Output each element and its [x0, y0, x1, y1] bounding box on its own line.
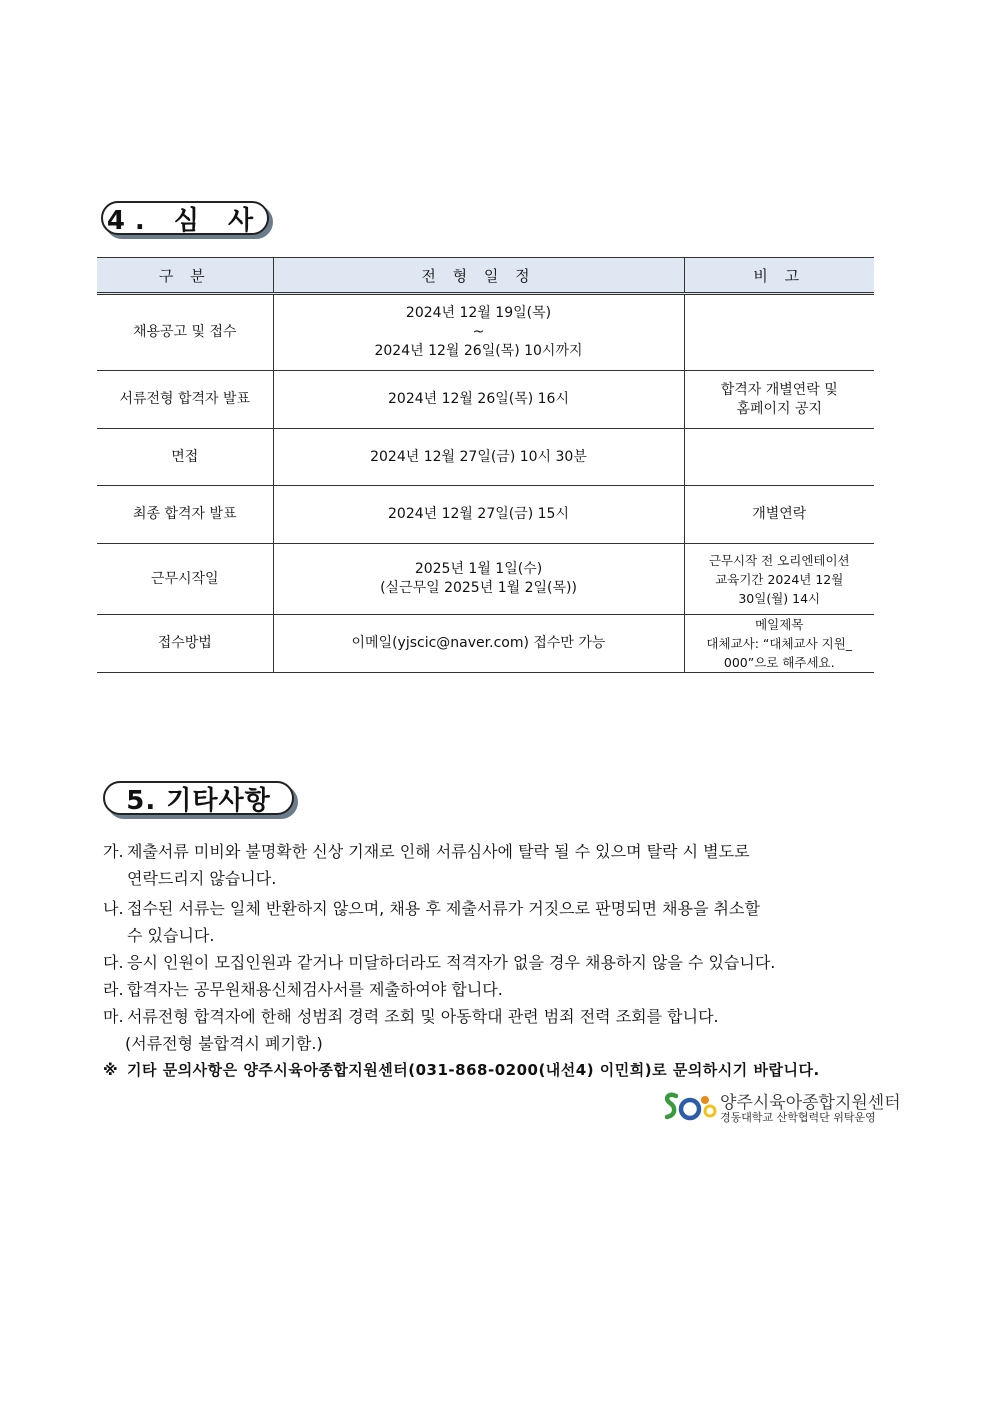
center-logo — [662, 1087, 902, 1125]
row-note: 개별연락 — [684, 486, 874, 544]
note-text: 합격자는 공무원채용신체검사서를 제출하여야 합니다. — [127, 980, 503, 999]
table-header-row — [97, 258, 874, 294]
list-marker: 라. — [103, 980, 124, 999]
contact-note — [103, 1057, 901, 1084]
header-note: 비 고 — [684, 258, 874, 294]
center-logo-icon — [662, 1087, 720, 1125]
note-text: 제출서류 미비와 불명확한 신상 기재로 인해 서류심사에 탈락 될 수 있으며 탈락 시 별도로 — [127, 842, 750, 861]
row-note — [684, 294, 874, 371]
row-category: 근무시작일 — [97, 544, 273, 615]
table-row — [97, 371, 874, 429]
center-logo-name: 양주시육아종합지원센터 — [720, 1093, 901, 1113]
list-marker: 나. — [103, 899, 124, 918]
list-item — [103, 1003, 901, 1030]
header-category: 구 분 — [97, 258, 273, 294]
list-item — [103, 1030, 901, 1057]
list-item — [103, 895, 901, 949]
note-text-continued: 수 있습니다. — [127, 926, 215, 945]
section-5-heading: 5. 기타사항 — [103, 781, 294, 815]
note-text: (서류전형 불합격시 폐기함.) — [125, 1034, 323, 1053]
note-text: 응시 인원이 모집인원과 같거나 미달하더라도 적격자가 없을 경우 채용하지 않을 수 있습니다. — [127, 953, 776, 972]
header-schedule: 전 형 일 정 — [273, 258, 684, 294]
list-item — [103, 976, 901, 1003]
list-marker: 다. — [103, 953, 124, 972]
row-category: 접수방법 — [97, 615, 273, 673]
table-row — [97, 429, 874, 486]
row-category: 면접 — [97, 429, 273, 486]
list-marker: ※ — [103, 1061, 119, 1079]
row-schedule: 2025년 1월 1일(수) (실근무일 2025년 1월 2일(목)) — [273, 544, 684, 615]
notes-list — [103, 838, 901, 1084]
row-note: 합격자 개별연락 및 홈페이지 공지 — [684, 371, 874, 429]
row-category: 서류전형 합격자 발표 — [97, 371, 273, 429]
row-note: 메일제목 대체교사: “대체교사 지원_ 000”으로 해주세요. — [684, 615, 874, 673]
list-marker: 가. — [103, 842, 124, 861]
table-row — [97, 294, 874, 371]
note-text-continued: 연락드리지 않습니다. — [127, 869, 277, 888]
row-schedule: 2024년 12월 27일(금) 10시 30분 — [273, 429, 684, 486]
list-item — [103, 949, 901, 976]
row-note: 근무시작 전 오리엔테이션 교육기간 2024년 12월 30일(월) 14시 — [684, 544, 874, 615]
row-category: 최종 합격자 발표 — [97, 486, 273, 544]
row-note — [684, 429, 874, 486]
row-schedule: 2024년 12월 19일(목) ~ 2024년 12월 26일(목) 10시까지 — [273, 294, 684, 371]
row-schedule: 2024년 12월 26일(목) 16시 — [273, 371, 684, 429]
section-4-heading: 4. 심 사 — [101, 201, 269, 235]
center-logo-subtitle: 경동대학교 산학협력단 위탁운영 — [720, 1111, 876, 1124]
note-text: 기타 문의사항은 양주시육아종합지원센터(031-868-0200(내선4) 이민희)로 문의하시기 바랍니다. — [127, 1061, 820, 1079]
table-row — [97, 486, 874, 544]
row-schedule: 이메일(yjscic@naver.com) 접수만 가능 — [273, 615, 684, 673]
row-schedule: 2024년 12월 27일(금) 15시 — [273, 486, 684, 544]
table-row — [97, 615, 874, 673]
list-item — [103, 838, 901, 892]
note-text: 서류전형 합격자에 한해 성범죄 경력 조회 및 아동학대 관련 범죄 전력 조회를 합니다. — [127, 1007, 719, 1026]
row-category: 채용공고 및 접수 — [97, 294, 273, 371]
note-text: 접수된 서류는 일체 반환하지 않으며, 채용 후 제출서류가 거짓으로 판명되면 채용을 취소할 — [127, 899, 760, 918]
table-row — [97, 544, 874, 615]
list-marker: 마. — [103, 1007, 124, 1026]
schedule-table — [97, 257, 874, 673]
